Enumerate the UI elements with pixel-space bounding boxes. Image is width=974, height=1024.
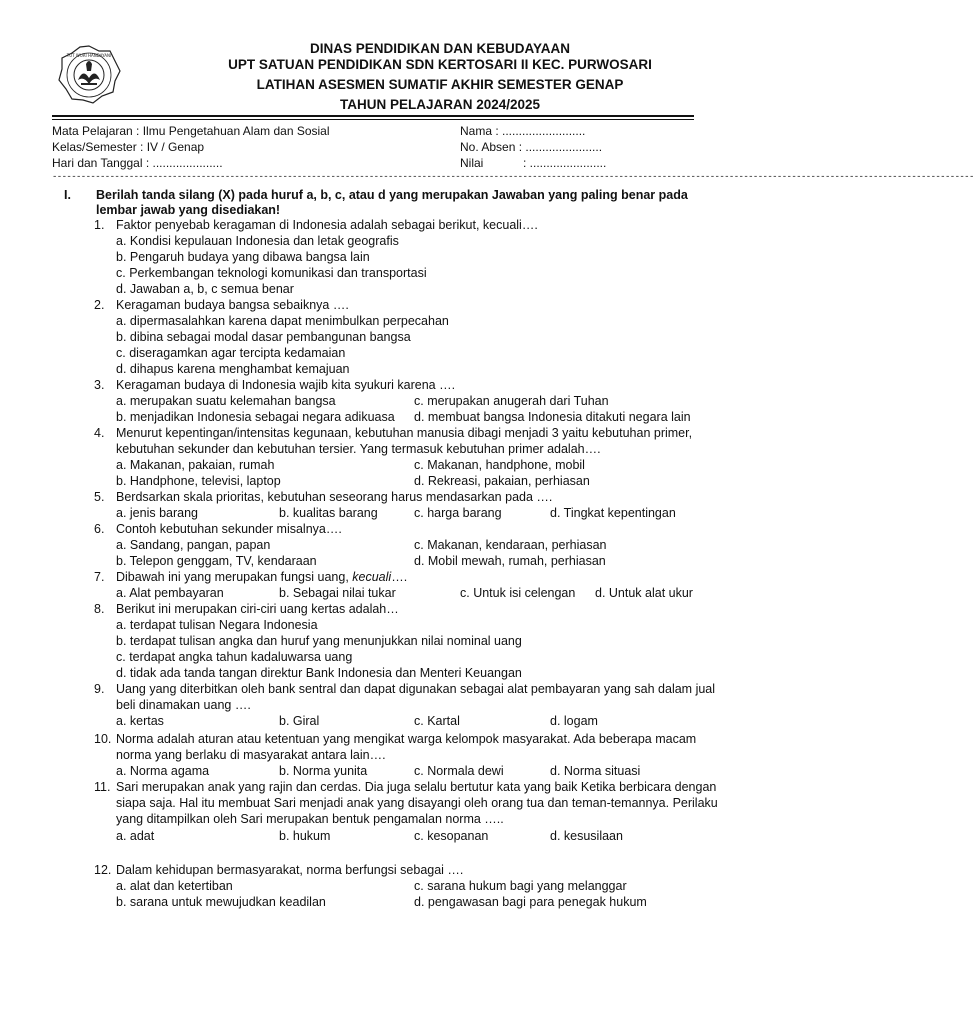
answer-option: b. Handphone, televisi, laptop <box>116 474 281 488</box>
answer-option: a. jenis barang <box>116 506 199 520</box>
answer-option: c. Perkembangan teknologi komunikasi dan transportasi <box>116 266 427 280</box>
question-text-emphasis: kecuali <box>352 570 392 584</box>
answer-option: b. Sebagai nilai tukar <box>279 586 396 600</box>
answer-option: a. merupakan suatu kelemahan bangsa <box>116 394 336 408</box>
answer-option: c. kesopanan <box>414 829 489 843</box>
answer-option: b. terdapat tulisan angka dan huruf yang menunjukkan nilai nominal uang <box>116 634 522 648</box>
tut-wuri-handayani-logo <box>56 44 122 106</box>
answer-option: b. kualitas barang <box>279 506 378 520</box>
answer-option: d. kesusilaan <box>550 829 623 843</box>
subject-field: Mata Pelajaran : Ilmu Pengetahuan Alam dan Sosial <box>52 124 330 138</box>
question-number: 12. <box>94 863 112 877</box>
question-number: 8. <box>94 602 105 616</box>
answer-option: d. pengawasan bagi para penegak hukum <box>414 895 647 909</box>
answer-option: d. dihapus karena menghambat kemajuan <box>116 362 350 376</box>
answer-option: d. tidak ada tanda tangan direktur Bank Indonesia dan Menteri Keuangan <box>116 666 522 680</box>
answer-option: c. Normala dewi <box>414 764 504 778</box>
section-number: I. <box>64 188 71 202</box>
question-text: Berikut ini merupakan ciri-ciri uang kertas adalah… <box>116 602 399 616</box>
question-text: Dalam kehidupan bermasyarakat, norma berfungsi sebagai …. <box>116 863 464 877</box>
answer-option: a. Makanan, pakaian, rumah <box>116 458 275 472</box>
answer-option: c. sarana hukum bagi yang melanggar <box>414 879 627 893</box>
question-text: siapa saja. Hal itu membuat Sari menjadi anak yang disayangi oleh orang tua dan teman-temannya. Perilaku <box>116 796 718 810</box>
answer-option: b. Giral <box>279 714 320 728</box>
question-text: Menurut kepentingan/intensitas kegunaan, kebutuhan manusia dibagi menjadi 3 yaitu kebutuhan primer, <box>116 426 693 440</box>
answer-option: c. merupakan anugerah dari Tuhan <box>414 394 609 408</box>
answer-option: a. Sandang, pangan, papan <box>116 538 271 552</box>
question-number: 5. <box>94 490 105 504</box>
answer-option: a. alat dan ketertiban <box>116 879 233 893</box>
question-number: 6. <box>94 522 105 536</box>
answer-option: a. Kondisi kepulauan Indonesia dan letak geografis <box>116 234 399 248</box>
student-name-field: Nama : ......................... <box>460 124 586 138</box>
student-number-field: No. Absen : ....................... <box>460 140 603 154</box>
header-agency: DINAS PENDIDIKAN DAN KEBUDAYAAN <box>309 41 571 56</box>
answer-option: c. Makanan, handphone, mobil <box>414 458 585 472</box>
class-semester-field: Kelas/Semester : IV / Genap <box>52 140 205 154</box>
question-text: yang ditampilkan oleh Sari merupakan bentuk pengamalan norma ….. <box>116 812 504 826</box>
answer-option: d. logam <box>550 714 598 728</box>
question-number: 11. <box>94 780 111 794</box>
answer-option: c. harga barang <box>414 506 502 520</box>
answer-option: d. Rekreasi, pakaian, perhiasan <box>414 474 590 488</box>
answer-option: a. dipermasalahkan karena dapat menimbulkan perpecahan <box>116 314 449 328</box>
question-text <box>116 570 407 585</box>
question-number: 7. <box>94 570 105 584</box>
answer-option: d. membuat bangsa Indonesia ditakuti negara lain <box>414 410 691 424</box>
date-field: Hari dan Tanggal : ..................... <box>52 156 223 170</box>
question-number: 3. <box>94 378 105 392</box>
answer-option: d. Untuk alat ukur <box>595 586 693 600</box>
answer-option: b. hukum <box>279 829 331 843</box>
question-text: Uang yang diterbitkan oleh bank sentral dan dapat digunakan sebagai alat pembayaran yang sah dalam jual <box>116 682 716 696</box>
answer-option: a. terdapat tulisan Negara Indonesia <box>116 618 318 632</box>
answer-option: d. Jawaban a, b, c semua benar <box>116 282 294 296</box>
question-text: Berdsarkan skala prioritas, kebutuhan seseorang harus mendasarkan pada …. <box>116 490 553 504</box>
question-number: 9. <box>94 682 105 696</box>
question-number: 4. <box>94 426 105 440</box>
answer-option: b. Pengaruh budaya yang dibawa bangsa lain <box>116 250 370 264</box>
question-text: norma yang berlaku di masyarakat antara lain…. <box>116 748 386 762</box>
question-text: Norma adalah aturan atau ketentuan yang mengikat warga kelompok masyarakat. Ada beberapa macam <box>116 732 697 746</box>
question-number: 2. <box>94 298 105 312</box>
header-year: TAHUN PELAJARAN 2024/2025 <box>339 97 541 112</box>
question-number: 10. <box>94 732 112 746</box>
answer-option: a. Alat pembayaran <box>116 586 224 600</box>
answer-option: d. Tingkat kepentingan <box>550 506 676 520</box>
score-label: Nilai <box>460 156 484 170</box>
question-text: kebutuhan sekunder dan kebutuhan tersier. Yang termasuk kebutuhan primer adalah…. <box>116 442 601 456</box>
answer-option: c. Untuk isi celengan <box>460 586 576 600</box>
section-instruction: Berilah tanda silang (X) pada huruf a, b, c, atau d yang merupakan Jawaban yang paling benar pada lembar jawab yang disediakan! <box>96 188 688 217</box>
answer-option: b. menjadikan Indonesia sebagai negara adikuasa <box>116 410 395 424</box>
answer-option: b. Telepon genggam, TV, kendaraan <box>116 554 317 568</box>
answer-option: b. sarana untuk mewujudkan keadilan <box>116 895 326 909</box>
question-text-part: …. <box>391 570 408 584</box>
logo-lettering: TUT WURI HANDAYANI <box>66 53 112 58</box>
question-number: 1. <box>94 218 105 232</box>
question-text-part: Dibawah ini yang merupakan fungsi uang, <box>116 570 353 584</box>
answer-option: d. Norma situasi <box>550 764 641 778</box>
header-exam-title: LATIHAN ASESMEN SUMATIF AKHIR SEMESTER GENAP <box>256 77 624 92</box>
answer-option: a. Norma agama <box>116 764 210 778</box>
score-field: : ....................... <box>523 156 607 170</box>
answer-option: a. adat <box>116 829 155 843</box>
answer-option: c. Makanan, kendaraan, perhiasan <box>414 538 607 552</box>
answer-option: b. Norma yunita <box>279 764 368 778</box>
answer-option: c. terdapat angka tahun kadaluwarsa uang <box>116 650 353 664</box>
question-text: Faktor penyebab keragaman di Indonesia adalah sebagai berikut, kecuali…. <box>116 218 538 232</box>
answer-option: a. kertas <box>116 714 164 728</box>
question-text: Keragaman budaya bangsa sebaiknya …. <box>116 298 349 312</box>
dashed-divider: ------------------------------------------------------------------------------------------------------------------------------------------------------------------------------------------------ <box>52 172 974 182</box>
answer-option: d. Mobil mewah, rumah, perhiasan <box>414 554 606 568</box>
answer-option: b. dibina sebagai modal dasar pembangunan bangsa <box>116 330 411 344</box>
answer-option: c. diseragamkan agar tercipta kedamaian <box>116 346 346 360</box>
question-text: Sari merupakan anak yang rajin dan cerdas. Dia juga selalu bertutur kata yang baik Ketika berbicara dengan <box>116 780 717 794</box>
header-rule-thick <box>52 115 694 117</box>
question-text: Contoh kebutuhan sekunder misalnya…. <box>116 522 342 536</box>
question-text: Keragaman budaya di Indonesia wajib kita syukuri karena …. <box>116 378 456 392</box>
answer-option: c. Kartal <box>414 714 460 728</box>
header-school: UPT SATUAN PENDIDIKAN SDN KERTOSARI II KEC. PURWOSARI <box>228 57 652 72</box>
header-rule-thin <box>52 119 694 120</box>
question-text: beli dinamakan uang …. <box>116 698 251 712</box>
